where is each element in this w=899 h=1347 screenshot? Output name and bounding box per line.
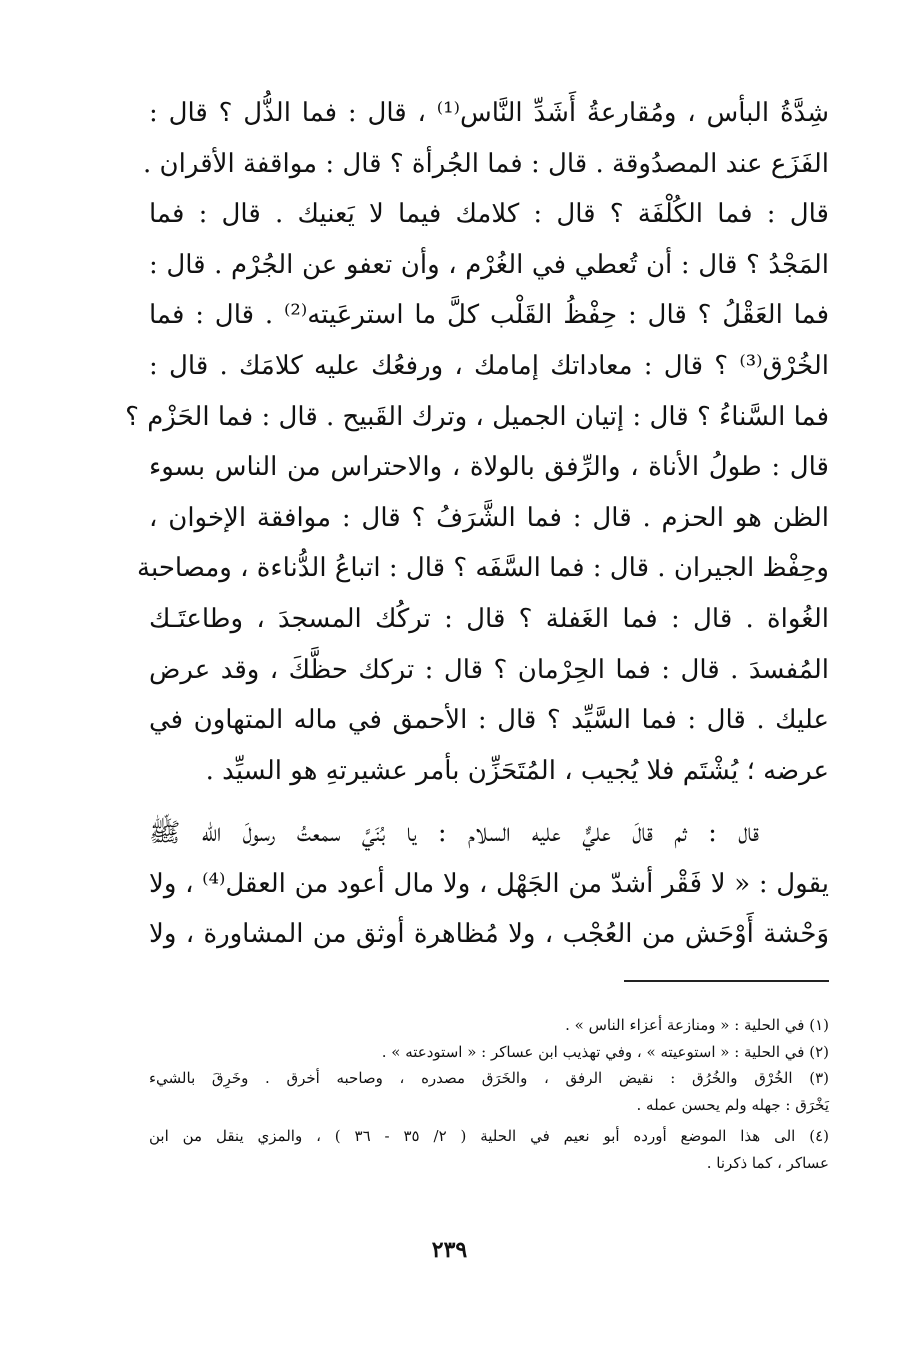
text-line: المُفسدَ . قال : فما الحِرْمان ؟ قال : تركك حظَّكَ ، وقد عرض bbox=[149, 654, 829, 685]
text-line: قال : فما الكُلْفَة ؟ قال : كلامك فيما لا يَعنيك . قال : فما bbox=[149, 199, 829, 230]
text-line: فما السَّناءُ ؟ قال : إتيان الجميل ، وترك القَبيح . قال : فما الحَزْم ؟ bbox=[125, 401, 829, 432]
text-line: وَحْشة أَوْحَش من العُجْب ، ولا مُظاهرة أوثق من المشاورة ، ولا bbox=[149, 919, 829, 950]
text-line: الخُرْق⁽³⁾ ؟ قال : معاداتك إمامك ، ورفعُك عليه كلامَك . قال : bbox=[149, 350, 829, 381]
footnote-3: (٣) الخُرْق والخُرُق : نقيض الرفق ، والخَرَق مصدره ، وصاحبه أخرق . وخَرِقَ بالشيء bbox=[149, 1069, 829, 1087]
text-line: فما العَقْلُ ؟ قال : حِفْظُ القَلْب كلَّ ما استرعَيته⁽²⁾ . قال : فما bbox=[149, 300, 830, 331]
footnote-1: (١) في الحلية : « ومنازعة أعزاء الناس » . bbox=[565, 1016, 829, 1034]
footnote-2: (٢) في الحلية : « استوعيته » ، وفي تهذيب ابن عساكر : « استودعته » . bbox=[381, 1042, 829, 1061]
text-line: قال : ثم قالَ عليٌّ عليه السلام : يا بُنَيَّ سمعتُ رسولَ الله ﷺ bbox=[149, 818, 759, 848]
main-paragraph bbox=[125, 88, 830, 796]
page-number: ٢٣٩ bbox=[431, 1237, 468, 1263]
second-paragraph bbox=[149, 808, 829, 960]
footnote-4-continuation: عساكر ، كما ذكرنا . bbox=[706, 1153, 829, 1172]
footnote-divider bbox=[624, 980, 829, 982]
text-line: المَجْدُ ؟ قال : أن تُعطي في الغُرْم ، وأن تعفو عن الجُرْم . قال : bbox=[149, 249, 829, 280]
footnotes bbox=[149, 1012, 829, 1176]
text-line: عليك . قال : فما السَّيِّد ؟ قال : الأحمق في ماله المتهاون في bbox=[149, 705, 829, 736]
footnote-3-continuation: يَخْرَق : جهله ولم يحسن عمله . bbox=[636, 1095, 829, 1114]
text-line: قال : طولُ الأناة ، والرِّفق بالولاة ، والاحتراس من الناس بسوء bbox=[149, 452, 829, 483]
text-line: يقول : « لا فَقْر أشدّ من الجَهْل ، ولا مال أعود من العقل⁽⁴⁾ ، ولا bbox=[149, 868, 829, 899]
text-line: شِدَّةُ البأس ، ومُقارعةُ أَشَدِّ النَّاس⁽¹⁾ ، قال : فما الذُّل ؟ قال : bbox=[149, 98, 829, 128]
text-line: الظن هو الحزم . قال : فما الشَّرَفُ ؟ قال : موافقة الإخوان ، bbox=[149, 502, 829, 533]
text-line: وحِفْظ الجيران . قال : فما السَّفَه ؟ قال : اتباعُ الدُّناءة ، ومصاحبة bbox=[137, 553, 829, 584]
text-line: عرضه ؛ يُشْتَم فلا يُجيب ، المُتَحَزِّن بأمر عشيرتهِ هو السيِّد . bbox=[205, 755, 829, 786]
text-line: الغُواة . قال : فما الغَفلة ؟ قال : تركُك المسجدَ ، وطاعتَـك bbox=[149, 603, 829, 634]
footnote-4: (٤) الى هذا الموضع أورده أبو نعيم في الحلية ( ٢/ ٣٥ - ٣٦ ) ، والمزي ينقل من ابن bbox=[149, 1127, 829, 1145]
text-line: الفَزَع عند المصدُوقة . قال : فما الجُرأة ؟ قال : مواقفة الأقران . bbox=[143, 148, 829, 179]
